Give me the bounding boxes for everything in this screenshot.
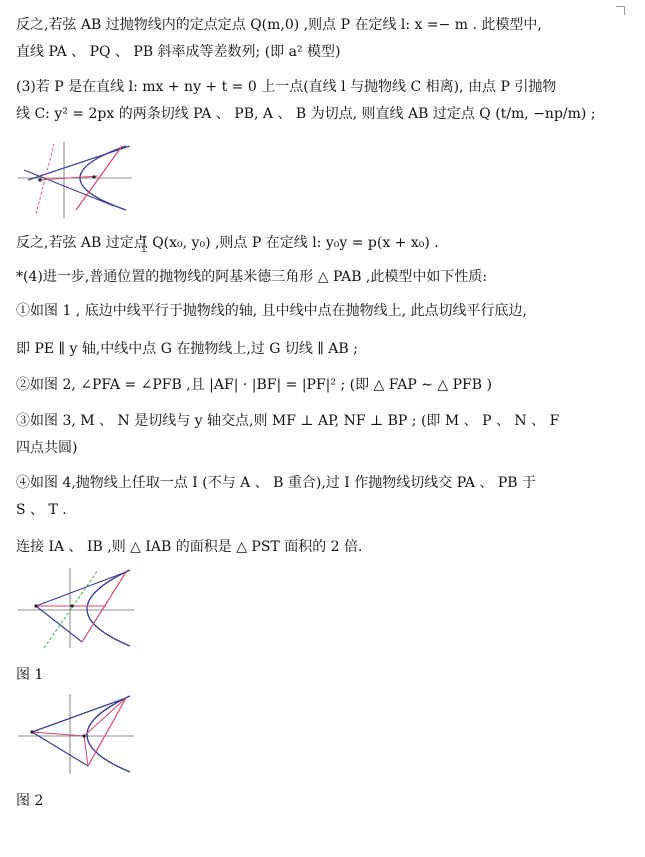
tangent-at-g-dashed <box>44 570 98 648</box>
paragraph-1-line-2: 直线 PA 、 PQ 、 PB 斜率成等差数列; (即 a² 模型) <box>16 44 341 60</box>
parabola-curve <box>87 696 130 772</box>
page-corner-mark <box>616 6 625 15</box>
paragraph-4 <box>16 264 616 291</box>
paragraph-10 <box>16 534 616 561</box>
paragraph-9-line-1: ④如图 4,抛物线上任取一点 I (不与 A 、 B 重合),过 I 作抛物线切线交 PA 、 PB 于 <box>16 475 536 491</box>
tangent-line-pa <box>28 146 130 180</box>
paragraph-2-line-2: 线 C: y² = 2px 的两条切线 PA 、 PB, A 、 B 为切点, 则直线 AB 过定点 Q (t/m, −np/m) ; <box>16 106 596 122</box>
paragraph-6-line-1: 即 PE ∥ y 轴,中线中点 G 在抛物线上,过 G 切线 ∥ AB ; <box>16 341 358 357</box>
tangent-line-pa <box>36 572 126 606</box>
paragraph-8-line-1: ③如图 3, M 、 N 是切线与 y 轴交点,则 MF ⊥ AP, NF ⊥ BP ; (即 M 、 P 、 N 、 F <box>16 413 560 429</box>
figure-2-diagram <box>14 692 136 776</box>
paragraph-9-line-2: S 、 T . <box>16 502 67 518</box>
paragraph-6 <box>16 336 616 363</box>
point-p <box>34 604 37 607</box>
figure-1-caption: 图 1 <box>16 667 44 683</box>
figure-1-diagram <box>14 566 136 650</box>
paragraph-9 <box>16 470 616 524</box>
paragraph-8 <box>16 408 616 462</box>
paragraph-5-line-1: ①如图 1 , 底边中线平行于抛物线的轴, 且中线中点在抛物线上, 此点切线平行底边, <box>16 303 527 319</box>
chord-ab <box>82 572 126 642</box>
point-f <box>82 734 85 737</box>
paragraph-10-line-1: 连接 IA 、 IB ,则 △ IAB 的面积是 △ PST 面积的 2 倍. <box>16 539 363 555</box>
figure-2-caption: 图 2 <box>16 793 44 809</box>
paragraph-2 <box>16 74 616 128</box>
point-p <box>30 730 33 733</box>
line-af <box>84 698 126 736</box>
paragraph-7 <box>16 372 616 399</box>
text-cursor-icon <box>141 236 147 252</box>
tangent-line-pb <box>32 732 88 766</box>
paragraph-2-line-1: (3)若 P 是在直线 l: mx + ny + t = 0 上一点(直线 l 与抛物线 C 相离), 由点 P 引抛物 <box>16 79 557 95</box>
paragraph-7-line-1: ②如图 2, ∠PFA = ∠PFB ,且 |AF| · |BF| = |PF|² ; (即 △ FAP ∼ △ PFB ) <box>16 377 492 393</box>
paragraph-3 <box>16 230 616 257</box>
paragraph-8-line-2: 四点共圆) <box>16 440 78 456</box>
paragraph-5 <box>16 298 616 325</box>
paragraph-1 <box>16 12 616 66</box>
figure-tangent-diagram-top <box>14 140 134 220</box>
tangent-line-pa <box>32 698 126 732</box>
paragraph-1-line-1: 反之,若弦 AB 过抛物线内的定点定点 Q(m,0) ,则点 P 在定线 l: x =− m . 此模型中, <box>16 17 542 33</box>
paragraph-3-line-1: 反之,若弦 AB 过定点 Q(x₀, y₀) ,则点 P 在定线 l: y₀y = p(x + x₀) . <box>16 235 439 251</box>
tangent-line-pb <box>36 606 82 642</box>
point-g <box>70 604 73 607</box>
point-q <box>92 175 95 178</box>
paragraph-4-line-1: *(4)进一步,普通位置的抛物线的阿基米德三角形 △ PAB ,此模型中如下性质: <box>16 269 488 285</box>
parabola-curve <box>87 570 130 646</box>
line-pf <box>32 732 84 736</box>
point-p <box>38 178 41 181</box>
